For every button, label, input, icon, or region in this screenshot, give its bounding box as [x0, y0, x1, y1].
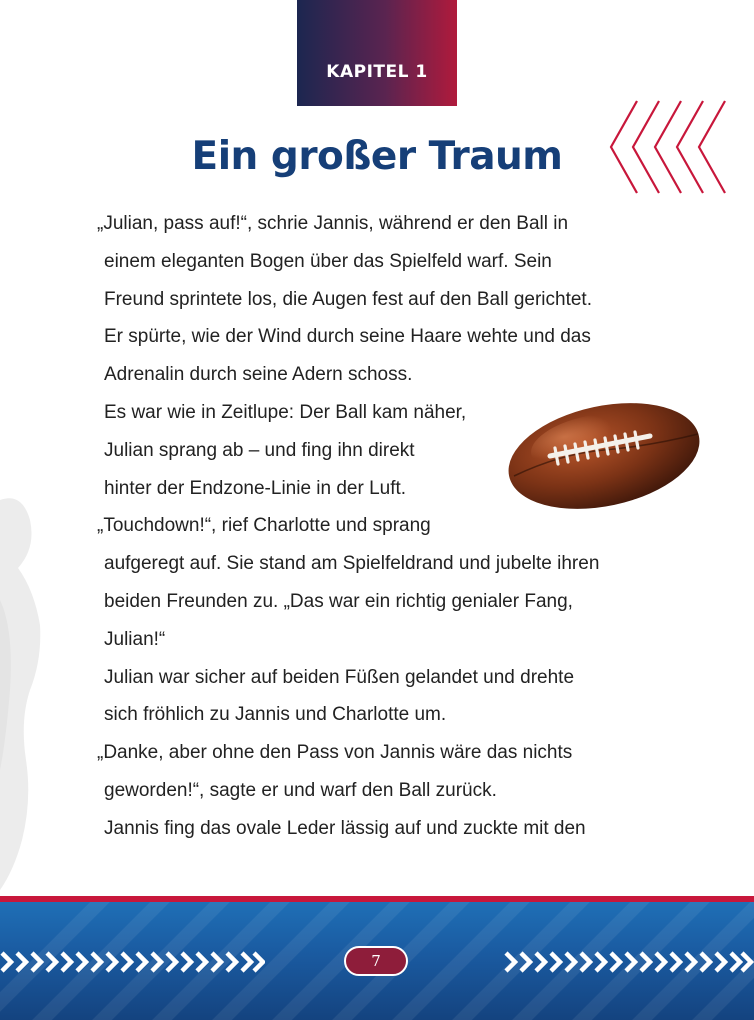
- page-number: 7: [371, 952, 381, 970]
- story-line: Freund sprintete los, die Augen fest auf den Ball gerichtet.: [104, 288, 592, 310]
- chevron-row-left-icon: [0, 951, 265, 973]
- story-line: Julian!“: [104, 628, 166, 650]
- chevron-row-right-icon: [504, 951, 754, 973]
- american-football-icon: [500, 394, 705, 514]
- story-line: hinter der Endzone-Linie in der Luft.: [104, 477, 407, 499]
- story-line: „Julian, pass auf!“, schrie Jannis, während er den Ball in: [97, 213, 569, 234]
- story-text: [97, 205, 684, 848]
- story-line: einem eleganten Bogen über das Spielfeld warf. Sein: [104, 250, 552, 272]
- story-line: Julian sprang ab – und fing ihn direkt: [104, 439, 415, 461]
- chapter-tab: [297, 0, 457, 106]
- chapter-title: Ein großer Traum: [191, 134, 563, 179]
- page-number-badge: [344, 946, 408, 976]
- story-line: aufgeregt auf. Sie stand am Spielfeldrand und jubelte ihren: [104, 553, 600, 575]
- story-line: sich fröhlich zu Jannis und Charlotte um.: [104, 704, 447, 726]
- story-line: Es war wie in Zeitlupe: Der Ball kam näher,: [104, 401, 467, 423]
- story-line: Adrenalin durch seine Adern schoss.: [104, 364, 413, 386]
- story-line: Er spürte, wie der Wind durch seine Haare wehte und das: [104, 326, 591, 348]
- story-line: „Touchdown!“, rief Charlotte und sprang: [97, 515, 431, 537]
- footer-band: [0, 896, 754, 1020]
- story-line: beiden Freunden zu. „Das war ein richtig genialer Fang,: [104, 590, 573, 612]
- story-line: Julian war sicher auf beiden Füßen gelandet und drehte: [104, 666, 575, 688]
- story-line: geworden!“, sagte er und warf den Ball zurück.: [104, 779, 497, 801]
- story-line: „Danke, aber ohne den Pass von Jannis wäre das nichts: [97, 742, 573, 764]
- chapter-label: KAPITEL 1: [326, 62, 428, 82]
- story-line: Jannis fing das ovale Leder lässig auf und zuckte mit den: [104, 817, 586, 839]
